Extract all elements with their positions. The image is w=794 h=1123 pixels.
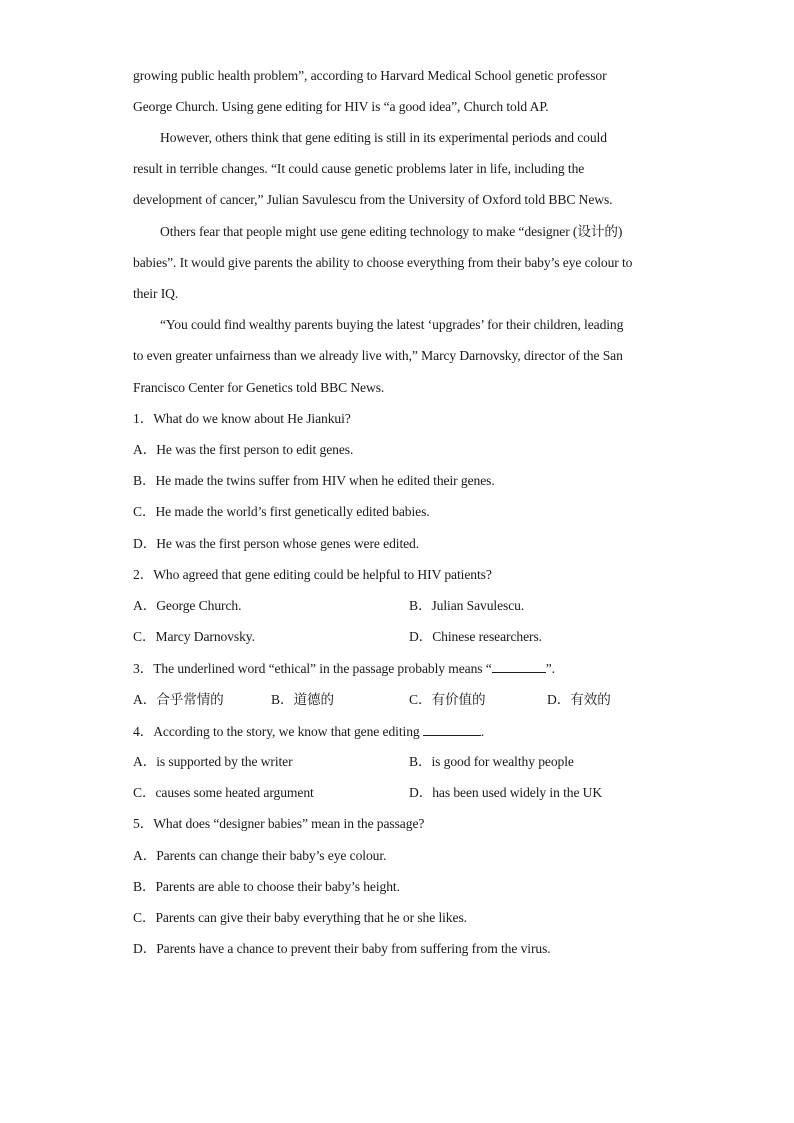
answer-blank	[492, 659, 546, 673]
question-stem	[133, 722, 484, 741]
passage-line: However, others think that gene editing is still in its experimental periods and could	[160, 130, 607, 145]
answer-option: D．Parents have a chance to prevent their baby from suffering from the virus.	[133, 941, 551, 956]
answer-option: B．He made the twins suffer from HIV when he edited their genes.	[133, 473, 495, 488]
question-stem: 5．What does “designer babies” mean in the passage?	[133, 816, 425, 831]
passage-line: Francisco Center for Genetics told BBC News.	[133, 380, 385, 395]
answer-option: C．Parents can give their baby everything that he or she likes.	[133, 910, 467, 925]
passage-line: George Church. Using gene editing for HIV is “a good idea”, Church told AP.	[133, 99, 549, 114]
answer-option: A．Parents can change their baby’s eye colour.	[133, 848, 387, 863]
passage-line: result in terrible changes. “It could cause genetic problems later in life, including the	[133, 161, 585, 176]
answer-option: C．He made the world’s first genetically edited babies.	[133, 504, 430, 519]
answer-option: A．George Church.	[133, 598, 242, 613]
question-stem: 1．What do we know about He Jiankui?	[133, 411, 351, 426]
answer-option: B．Julian Savulescu.	[409, 598, 525, 613]
answer-option: C．causes some heated argument	[133, 785, 314, 800]
passage-line: to even greater unfairness than we already live with,” Marcy Darnovsky, director of the San	[133, 348, 623, 363]
passage-line: “You could find wealthy parents buying the latest ‘upgrades’ for their children, leading	[160, 317, 624, 332]
answer-option: C．Marcy Darnovsky.	[133, 629, 255, 644]
answer-option: B．Parents are able to choose their baby’s height.	[133, 879, 400, 894]
answer-option: C．有价值的	[409, 692, 486, 707]
passage-line: their IQ.	[133, 286, 179, 301]
answer-option: A．is supported by the writer	[133, 754, 293, 769]
question-stem-text: 4．According to the story, we know that gene editing	[133, 724, 420, 739]
passage-line: growing public health problem”, according to Harvard Medical School genetic professor	[133, 68, 607, 83]
question-stem: 2．Who agreed that gene editing could be helpful to HIV patients?	[133, 567, 492, 582]
question-stem	[133, 659, 555, 678]
passage-line: development of cancer,” Julian Savulescu from the University of Oxford told BBC News.	[133, 192, 613, 207]
answer-option: D．He was the first person whose genes were edited.	[133, 536, 420, 551]
question-stem-text: ”.	[545, 661, 555, 676]
answer-option: D．has been used widely in the UK	[409, 785, 603, 800]
answer-option: A．合乎常情的	[133, 692, 224, 707]
answer-option: D．Chinese researchers.	[409, 629, 542, 644]
answer-option: B．道德的	[271, 692, 334, 707]
passage-line: Others fear that people might use gene editing technology to make “designer (设计的)	[160, 224, 623, 239]
answer-option: B．is good for wealthy people	[409, 754, 574, 769]
question-stem-text: .	[480, 724, 485, 739]
question-stem-text: 3．The underlined word “ethical” in the passage probably means “	[133, 661, 492, 676]
passage-line: babies”. It would give parents the ability to choose everything from their baby’s eye colour to	[133, 255, 633, 270]
answer-blank	[423, 722, 481, 736]
answer-option: A．He was the first person to edit genes.	[133, 442, 354, 457]
answer-option: D．有效的	[547, 692, 611, 707]
